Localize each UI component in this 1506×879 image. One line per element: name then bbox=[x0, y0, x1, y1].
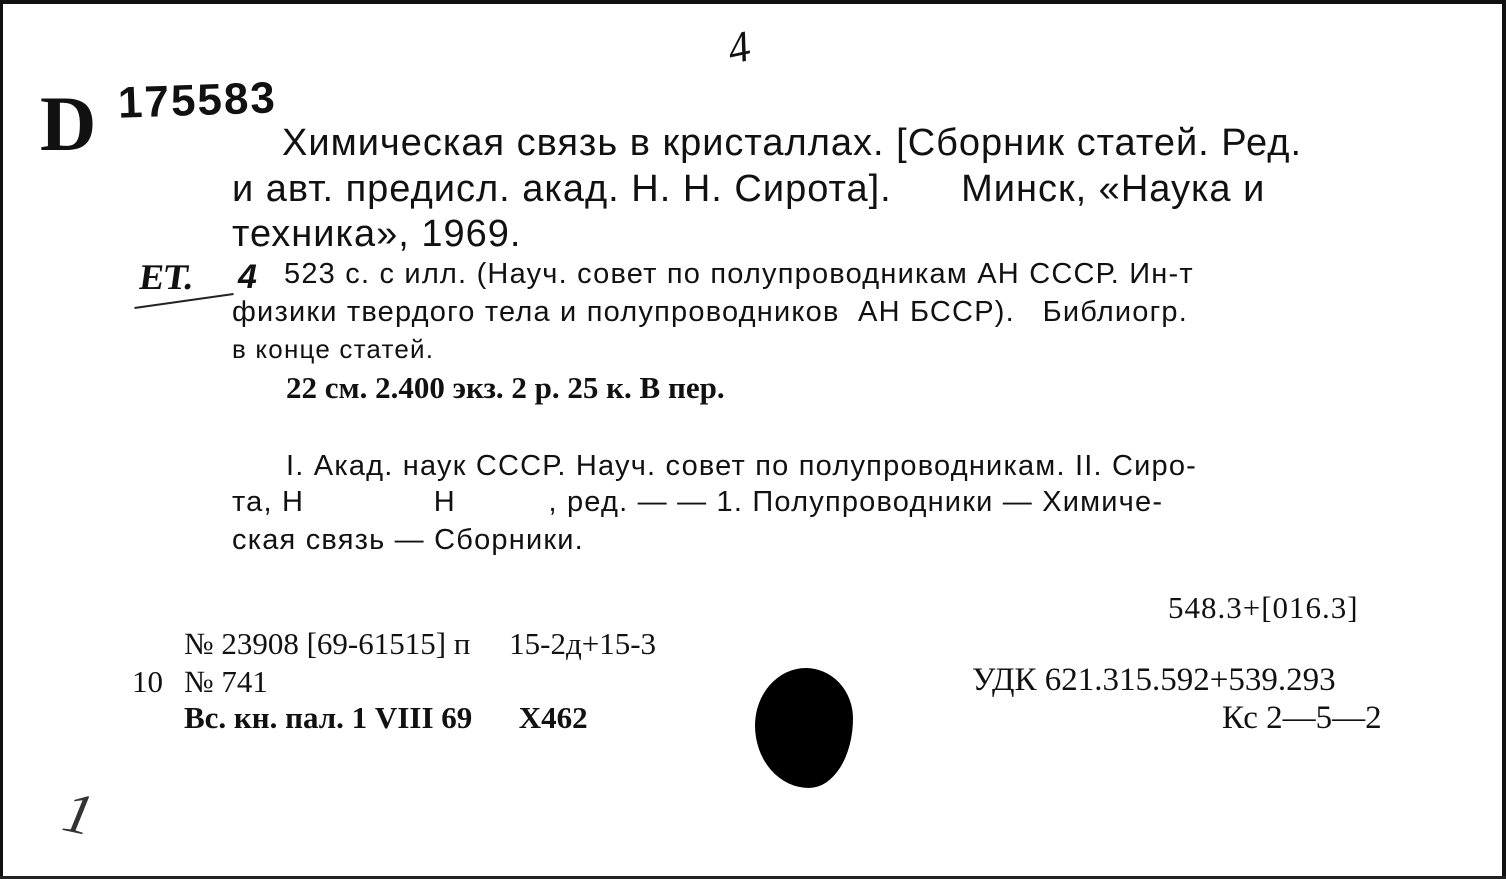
title-line-1: Химическая связь в кристаллах. [Сборник статей. Ред. bbox=[282, 122, 1302, 164]
handwritten-mark-top: 4 bbox=[723, 21, 755, 74]
order-line: № 741 bbox=[184, 664, 268, 699]
kc-line: Кс 2—5—2 bbox=[1222, 700, 1382, 736]
record-number-line: № 23908 [69-61515] п 15-2д+15-3 bbox=[184, 626, 657, 661]
card-border-left bbox=[0, 0, 3, 879]
description-line-1: 523 с. с илл. (Науч. совет по полупроводникам АН СССР. Ин-т bbox=[284, 258, 1194, 290]
title-line-2: и авт. предисл. акад. Н. Н. Сирота]. Минск, «Наука и bbox=[232, 168, 1266, 210]
order-prefix: 10 bbox=[132, 664, 163, 699]
udk-line: УДК 621.315.592+539.293 bbox=[972, 662, 1336, 698]
shelf-mark: ЕТ. bbox=[137, 257, 197, 297]
accession-number: 175583 bbox=[117, 73, 278, 128]
shelf-mark-digit: 4 bbox=[238, 258, 257, 296]
description-line-3: в конце статей. bbox=[232, 334, 435, 364]
handwritten-mark-bottom: 1 bbox=[57, 778, 100, 849]
added-entries-line-3: ская связь — Сборники. bbox=[232, 524, 584, 556]
description-line-2: физики твердого тела и полупроводников АН БССР). Библиогр. bbox=[232, 296, 1188, 328]
stamp-letter: D bbox=[40, 80, 97, 167]
added-entries-line-1: I. Акад. наук СССР. Науч. совет по полупроводникам. II. Сиро- bbox=[286, 450, 1198, 482]
added-entries-line-2: та, Н Н , ред. — — 1. Полупроводники — Химиче- bbox=[232, 486, 1164, 518]
title-line-3: техника», 1969. bbox=[232, 213, 522, 255]
classification-code: 548.3+[016.3] bbox=[1168, 590, 1359, 625]
format-line: 22 см. 2.400 экз. 2 р. 25 к. В пер. bbox=[286, 370, 725, 405]
ink-blot bbox=[755, 668, 853, 788]
card-border-right bbox=[1502, 0, 1506, 879]
card-border-top bbox=[0, 0, 1506, 4]
chamber-line: Вс. кн. пал. 1 VIII 69 Х462 bbox=[184, 700, 588, 735]
